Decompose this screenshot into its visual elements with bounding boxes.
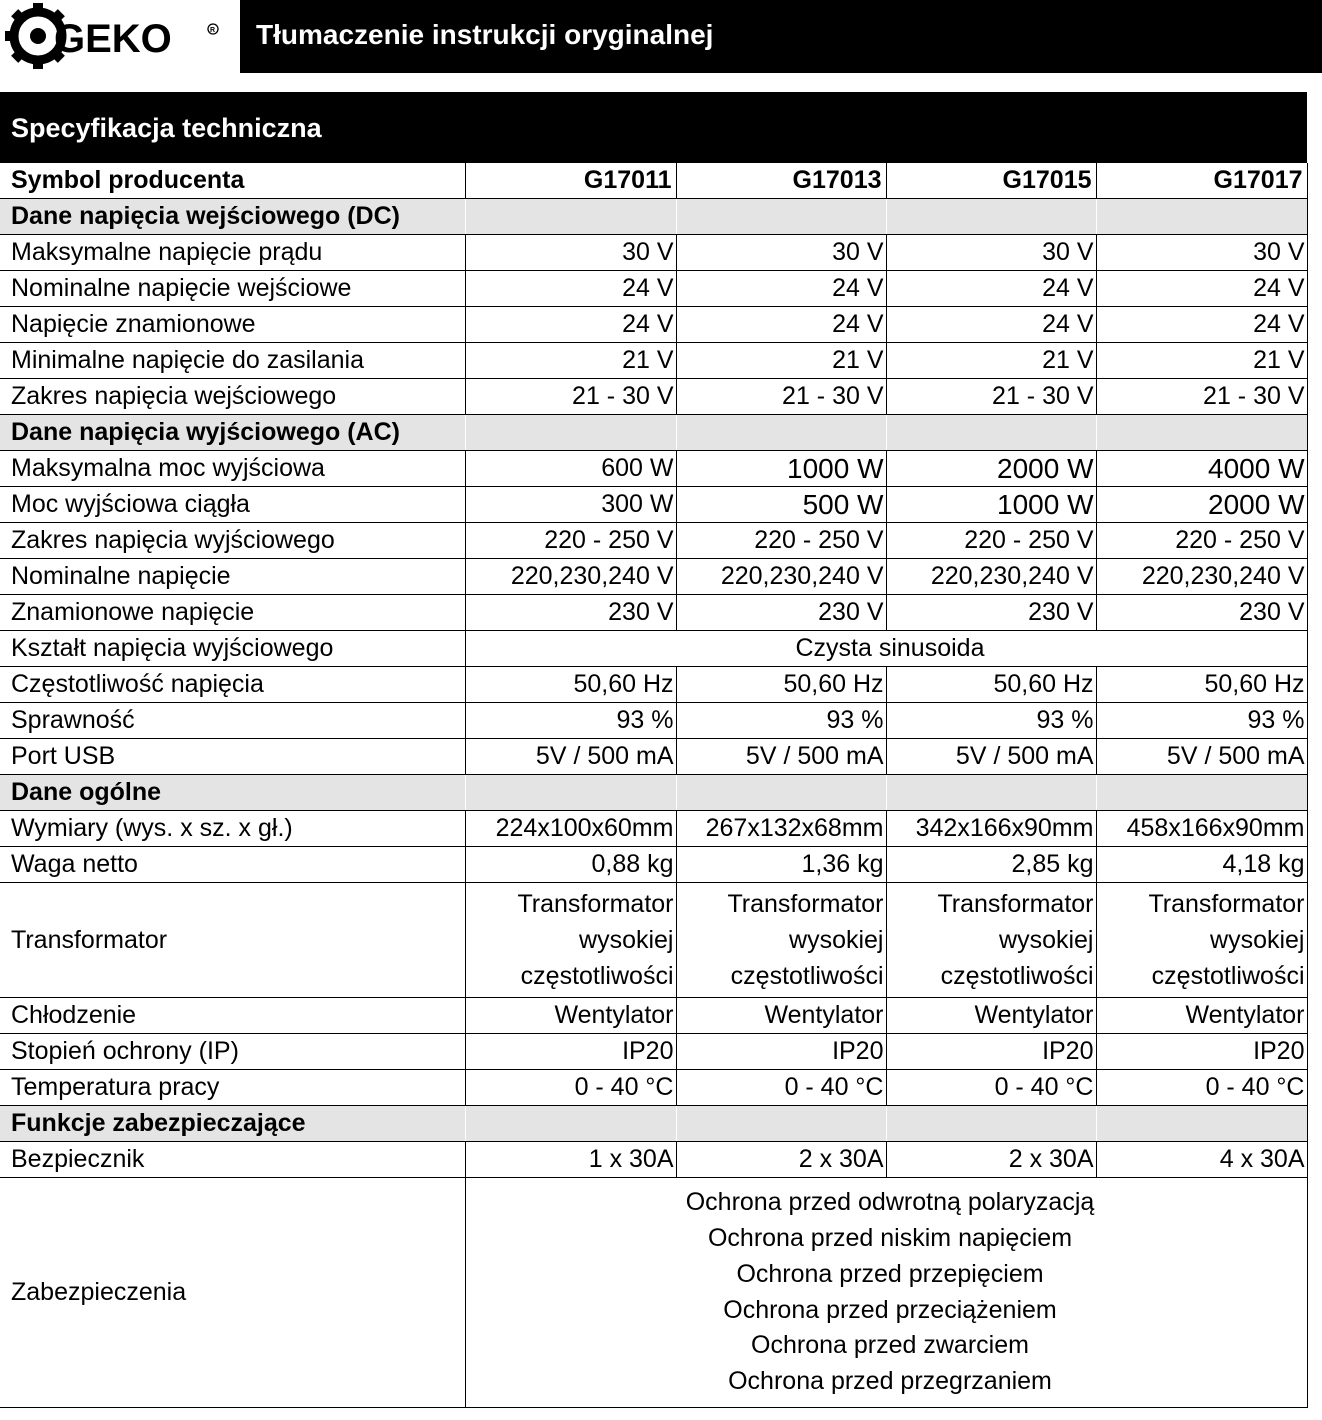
table-row: [0, 307, 1307, 343]
cell: 2000 W: [1096, 487, 1307, 523]
row-label: Napięcie znamionowe: [0, 307, 465, 343]
row-label: Minimalne napięcie do zasilania: [0, 343, 465, 379]
cell: 230 V: [676, 595, 886, 631]
header-title-bar: [240, 0, 1322, 73]
cell: 30 V: [886, 235, 1096, 271]
section-header: Dane napięcia wyjściowego (AC): [0, 415, 465, 451]
section-header: Dane napięcia wejściowego (DC): [0, 199, 465, 235]
row-label: Nominalne napięcie wejściowe: [0, 271, 465, 307]
section-row-ac: [0, 415, 1307, 451]
cell: 2000 W: [886, 451, 1096, 487]
cell: Wentylator: [1096, 998, 1307, 1034]
model-1: G17011: [465, 163, 676, 199]
model-4: G17017: [1096, 163, 1307, 199]
cell: 1000 W: [676, 451, 886, 487]
row-label: Kształt napięcia wyjściowego: [0, 631, 465, 667]
cell: 220 - 250 V: [465, 523, 676, 559]
protections-list: [465, 1178, 1307, 1408]
cell: 24 V: [465, 307, 676, 343]
row-label: Bezpiecznik: [0, 1142, 465, 1178]
cell: 2 x 30A: [676, 1142, 886, 1178]
cell: 220 - 250 V: [1096, 523, 1307, 559]
cell: 50,60 Hz: [1096, 667, 1307, 703]
table-row: [0, 739, 1307, 775]
list-item: Ochrona przed przegrzaniem: [728, 1366, 1052, 1395]
table-row: [0, 235, 1307, 271]
cell: 2 x 30A: [886, 1142, 1096, 1178]
cell: 220,230,240 V: [886, 559, 1096, 595]
table-row: [0, 1034, 1307, 1070]
table-row: [0, 1142, 1307, 1178]
cell: 50,60 Hz: [465, 667, 676, 703]
cell: 1000 W: [886, 487, 1096, 523]
svg-text:R: R: [210, 27, 216, 34]
cell: 21 V: [676, 343, 886, 379]
cell: 24 V: [676, 271, 886, 307]
cell: 21 - 30 V: [1096, 379, 1307, 415]
cell: 5V / 500 mA: [465, 739, 676, 775]
cell: 93 %: [676, 703, 886, 739]
model-row: [0, 163, 1307, 199]
cell: 24 V: [465, 271, 676, 307]
cell: Wentylator: [465, 998, 676, 1034]
row-label: Port USB: [0, 739, 465, 775]
table-row-transformer: [0, 883, 1307, 998]
section-title: Specyfikacja techniczna: [11, 113, 322, 143]
cell: 220,230,240 V: [465, 559, 676, 595]
row-label: Sprawność: [0, 703, 465, 739]
list-item: Ochrona przed niskim napięciem: [707, 1224, 1073, 1253]
cell: 342x166x90mm: [886, 811, 1096, 847]
table-row: [0, 631, 1307, 667]
section-header: Funkcje zabezpieczające: [0, 1106, 465, 1142]
cell: 230 V: [886, 595, 1096, 631]
table-row: [0, 703, 1307, 739]
cell: 267x132x68mm: [676, 811, 886, 847]
cell: 50,60 Hz: [676, 667, 886, 703]
table-row: [0, 451, 1307, 487]
cell: 0 - 40 °C: [465, 1070, 676, 1106]
row-label: Zakres napięcia wyjściowego: [0, 523, 465, 559]
model-3: G17015: [886, 163, 1096, 199]
table-row: [0, 847, 1307, 883]
table-row: [0, 595, 1307, 631]
table-row: [0, 1070, 1307, 1106]
cell: Transformator wysokiej częstotliwości: [676, 883, 886, 998]
cell: 500 W: [676, 487, 886, 523]
cell: 30 V: [676, 235, 886, 271]
model-2: G17013: [676, 163, 886, 199]
table-row: [0, 379, 1307, 415]
cell: 1,36 kg: [676, 847, 886, 883]
cell: 220 - 250 V: [676, 523, 886, 559]
row-label: Maksymalne napięcie prądu: [0, 235, 465, 271]
section-header: Dane ogólne: [0, 775, 465, 811]
row-label: Waga netto: [0, 847, 465, 883]
cell: 21 V: [1096, 343, 1307, 379]
table-row: [0, 523, 1307, 559]
table-row-protections: [0, 1178, 1307, 1408]
row-label: Wymiary (wys. x sz. x gł.): [0, 811, 465, 847]
model-label: Symbol producenta: [0, 163, 465, 199]
table-row: [0, 487, 1307, 523]
cell: 600 W: [465, 451, 676, 487]
table-row: [0, 343, 1307, 379]
list-item: Ochrona przed odwrotną polaryzacją: [685, 1188, 1095, 1217]
row-label: Zabezpieczenia: [0, 1178, 465, 1408]
cell: 0 - 40 °C: [886, 1070, 1096, 1106]
cell: 4 x 30A: [1096, 1142, 1307, 1178]
section-row-safety: [0, 1106, 1307, 1142]
cell: 458x166x90mm: [1096, 811, 1307, 847]
row-label: Chłodzenie: [0, 998, 465, 1034]
row-label: Znamionowe napięcie: [0, 595, 465, 631]
cell: 300 W: [465, 487, 676, 523]
row-label: Stopień ochrony (IP): [0, 1034, 465, 1070]
cell: IP20: [886, 1034, 1096, 1070]
cell: 93 %: [886, 703, 1096, 739]
row-label: Moc wyjściowa ciągła: [0, 487, 465, 523]
cell: 21 - 30 V: [465, 379, 676, 415]
cell: IP20: [1096, 1034, 1307, 1070]
cell: Transformator wysokiej częstotliwości: [886, 883, 1096, 998]
cell: 5V / 500 mA: [676, 739, 886, 775]
cell: Transformator wysokiej częstotliwości: [1096, 883, 1307, 998]
cell: 224x100x60mm: [465, 811, 676, 847]
cell: 21 - 30 V: [676, 379, 886, 415]
cell: 2,85 kg: [886, 847, 1096, 883]
cell: 0 - 40 °C: [676, 1070, 886, 1106]
logo-wordmark: GEKO: [54, 17, 172, 61]
waveform-value: Czysta sinusoida: [465, 631, 1307, 667]
geko-logo: [0, 0, 240, 73]
cell: 4000 W: [1096, 451, 1307, 487]
cell: 21 - 30 V: [886, 379, 1096, 415]
cell: Transformator wysokiej częstotliwości: [465, 883, 676, 998]
row-label: Maksymalna moc wyjściowa: [0, 451, 465, 487]
cell: 30 V: [465, 235, 676, 271]
cell: IP20: [676, 1034, 886, 1070]
row-label: Częstotliwość napięcia: [0, 667, 465, 703]
row-label: Zakres napięcia wejściowego: [0, 379, 465, 415]
cell: 0 - 40 °C: [1096, 1070, 1307, 1106]
header-title: Tłumaczenie instrukcji oryginalnej: [256, 19, 714, 50]
cell: 21 V: [465, 343, 676, 379]
row-label: Transformator: [0, 883, 465, 998]
spec-table: [0, 163, 1308, 1408]
list-item: Ochrona przed przepięciem: [736, 1259, 1044, 1288]
cell: 220,230,240 V: [676, 559, 886, 595]
cell: 230 V: [1096, 595, 1307, 631]
cell: IP20: [465, 1034, 676, 1070]
cell: Wentylator: [886, 998, 1096, 1034]
cell: 93 %: [1096, 703, 1307, 739]
cell: 1 x 30A: [465, 1142, 676, 1178]
list-item: Ochrona przed zwarciem: [751, 1331, 1029, 1360]
cell: 5V / 500 mA: [1096, 739, 1307, 775]
cell: 24 V: [1096, 307, 1307, 343]
cell: 50,60 Hz: [886, 667, 1096, 703]
table-row: [0, 559, 1307, 595]
cell: 24 V: [886, 307, 1096, 343]
spec-table-wrapper: [0, 163, 1308, 1408]
section-row-general: [0, 775, 1307, 811]
page-header: [0, 0, 1322, 73]
table-row: [0, 667, 1307, 703]
cell: 220,230,240 V: [1096, 559, 1307, 595]
cell: 24 V: [1096, 271, 1307, 307]
cell: 24 V: [676, 307, 886, 343]
row-label: Nominalne napięcie: [0, 559, 465, 595]
section-title-bar: [0, 92, 1307, 163]
cell: 21 V: [886, 343, 1096, 379]
cell: 93 %: [465, 703, 676, 739]
cell: 4,18 kg: [1096, 847, 1307, 883]
table-row: [0, 811, 1307, 847]
section-row-dc: [0, 199, 1307, 235]
cell: 24 V: [886, 271, 1096, 307]
table-row: [0, 271, 1307, 307]
table-row: [0, 998, 1307, 1034]
list-item: Ochrona przed przeciążeniem: [723, 1295, 1057, 1324]
cell: 30 V: [1096, 235, 1307, 271]
row-label: Temperatura pracy: [0, 1070, 465, 1106]
cell: 230 V: [465, 595, 676, 631]
cell: Wentylator: [676, 998, 886, 1034]
cell: 0,88 kg: [465, 847, 676, 883]
gear-icon: [0, 0, 240, 73]
cell: 220 - 250 V: [886, 523, 1096, 559]
cell: 5V / 500 mA: [886, 739, 1096, 775]
